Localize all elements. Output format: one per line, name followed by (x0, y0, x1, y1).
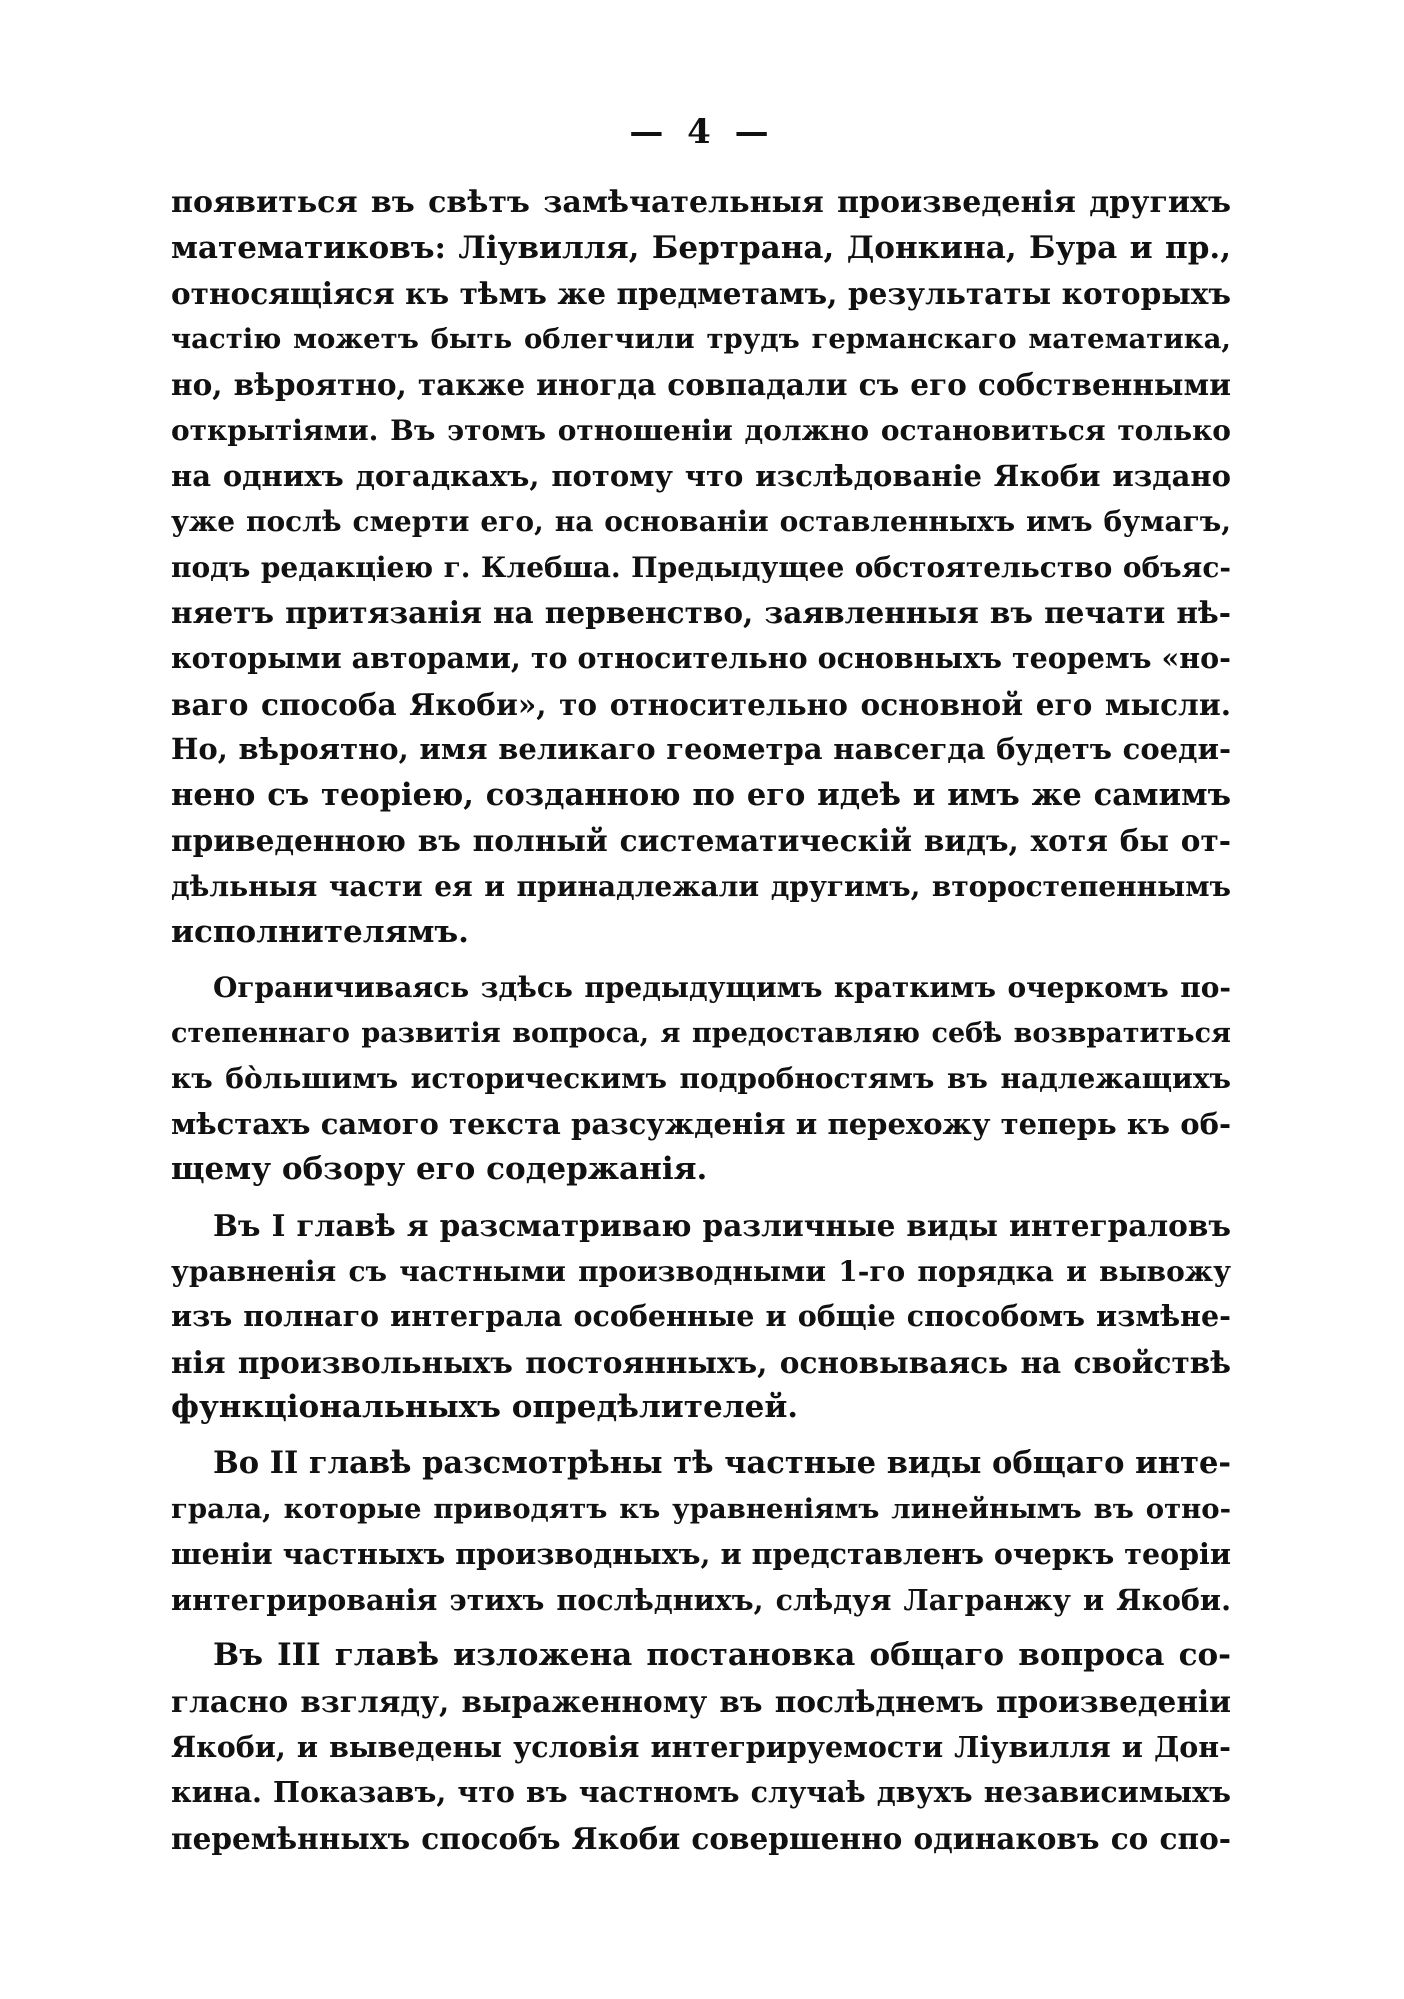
text-line: Въ III главѣ изложена постановка общаго вопроса со- (213, 1637, 1231, 1674)
text-line: гласно взгляду, выраженному въ послѣднемъ произведеніи (171, 1684, 1231, 1719)
text-line: къ бо̀льшимъ историческимъ подробностямъ въ надлежащихъ (171, 1062, 1231, 1096)
text-line: Ограничиваясь здѣсь предыдущимъ краткимъ очеркомъ по- (213, 971, 1231, 1005)
text-line: уравненія съ частными производными 1-го порядка и вывожу (171, 1254, 1231, 1288)
text-line: ваго способа Якоби», то относительно основной его мысли. (171, 686, 1231, 722)
text-line: кина. Показавъ, что въ частномъ случаѣ двухъ независимыхъ (171, 1775, 1231, 1810)
text-line: мѣстахъ самого текста разсужденія и перехожу теперь къ об- (171, 1106, 1231, 1141)
paragraph-4 (171, 1441, 1231, 1623)
text-line: появиться въ свѣтъ замѣчательныя произведенія другихъ (171, 185, 1231, 220)
text-line: но, вѣроятно, также иногда совпадали съ его собственными (171, 367, 1231, 403)
text-line: грала, которые приводятъ къ уравненіямъ линейнымъ въ отно- (171, 1492, 1231, 1525)
text-line: Въ I главѣ я разсматриваю различные виды интеграловъ (213, 1208, 1231, 1244)
text-line: Но, вѣроятно, имя великаго геометра навсегда будетъ соеди- (171, 732, 1231, 767)
text-line: шеніи частныхъ производныхъ, и представленъ очеркъ теоріи (171, 1537, 1231, 1572)
text-line: дѣльныя части ея и принадлежали другимъ, второстепеннымъ (171, 869, 1231, 903)
text-line: интегрированія этихъ послѣднихъ, слѣдуя Лагранжу и Якоби. (171, 1582, 1231, 1617)
text-line: Во II главѣ разсмотрѣны тѣ частные виды общаго инте- (213, 1445, 1231, 1482)
text-line: математиковъ: Ліувилля, Бертрана, Донкина, Бура и пр., (171, 229, 1231, 266)
text-line: приведенною въ полный систематическій видъ, хотя бы от- (171, 823, 1231, 859)
text-line: няетъ притязанія на первенство, заявленныя въ печати нѣ- (171, 595, 1231, 631)
paragraph-5 (171, 1633, 1231, 1861)
body-text (171, 180, 1231, 1861)
text-line: которыми авторами, то относительно основныхъ теоремъ «но- (171, 640, 1231, 675)
text-line: уже послѣ смерти его, на основаніи оставленныхъ имъ бумагъ, (171, 505, 1231, 539)
text-line: открытіями. Въ этомъ отношеніи должно остановиться только (171, 413, 1231, 447)
text-line: степеннаго развитія вопроса, я предоставляю себѣ возвратиться (171, 1017, 1231, 1049)
text-line: Якоби, и выведены условія интегрируемости Ліувилля и Дон- (171, 1729, 1231, 1764)
text-line: изъ полнаго интеграла особенные и общіе способомъ измѣне- (171, 1299, 1231, 1334)
paragraph-1 (171, 180, 1231, 955)
text-line: исполнителямъ. (171, 913, 469, 950)
page-number: — 4 — (629, 112, 775, 152)
text-line: нено съ теоріею, созданною по его идеѣ и имъ же самимъ (171, 776, 1231, 813)
paragraph-3 (171, 1203, 1231, 1431)
text-line: щему обзору его содержанія. (171, 1151, 708, 1188)
paragraph-2 (171, 965, 1231, 1193)
text-line: относящіяся къ тѣмъ же предметамъ, результаты которыхъ (171, 276, 1231, 312)
text-line: перемѣнныхъ способъ Якоби совершенно одинаковъ со спо- (171, 1820, 1231, 1856)
text-line: частію можетъ быть облегчили трудъ германскаго математика, (171, 322, 1231, 355)
text-line: на однихъ догадкахъ, потому что изслѣдованіе Якоби издано (171, 458, 1231, 493)
text-line: подъ редакціею г. Клебша. Предыдущее обстоятельство объяс- (171, 550, 1231, 584)
text-line: функціональныхъ опредѣлителей. (171, 1389, 799, 1426)
text-line: нія произвольныхъ постоянныхъ, основываясь на свойствѣ (171, 1344, 1231, 1380)
